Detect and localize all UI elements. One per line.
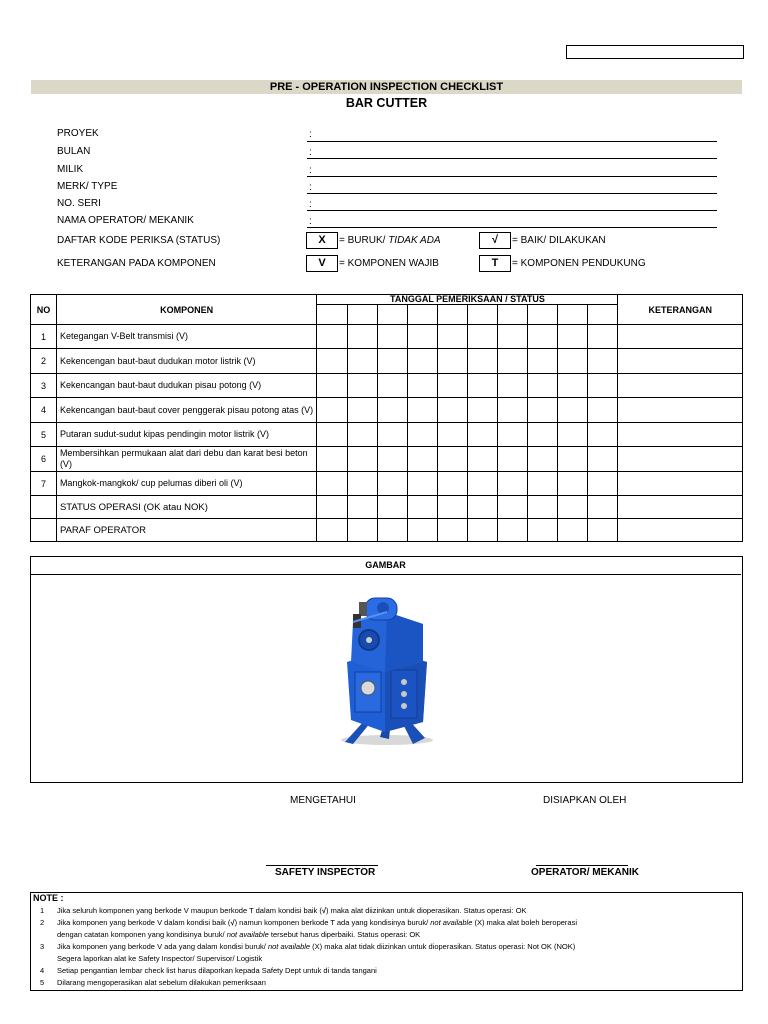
status-cell[interactable] [588, 447, 618, 472]
field-label-milik: MILIK [57, 164, 84, 175]
status-cell[interactable] [497, 325, 527, 349]
row-komponen: Kekencangan baut-baut cover penggerak pisau potong atas (V) [56, 398, 316, 423]
status-cell[interactable] [407, 349, 437, 374]
field-colon: : [309, 129, 312, 140]
mengetahui-label: MENGETAHUI [290, 795, 356, 806]
row-number: 2 [31, 349, 57, 374]
status-cell[interactable] [467, 472, 497, 496]
field-colon: : [309, 182, 312, 193]
field-line-nama-operator[interactable] [307, 227, 717, 228]
status-cell[interactable] [558, 349, 588, 374]
status-cell[interactable] [467, 325, 497, 349]
status-cell[interactable] [588, 423, 618, 447]
code-box-x: X [306, 232, 338, 249]
status-cell[interactable] [558, 398, 588, 423]
status-cell[interactable] [437, 496, 467, 519]
status-cell[interactable] [377, 374, 407, 398]
date-cell[interactable] [528, 305, 558, 325]
status-cell[interactable] [437, 349, 467, 374]
inspection-table [30, 294, 743, 542]
code-t-text: = KOMPONEN PENDUKUNG [512, 258, 646, 269]
note-3: Jika komponen yang berkode V ada yang dalam kondisi buruk/ not available (X) maka alat tidak diizinkan untuk dioperasikan. Status operasi: Not OK (NOK) [57, 942, 576, 951]
code-check-text: = BAIK/ DILAKUKAN [512, 235, 606, 246]
table-row [31, 447, 743, 472]
status-cell[interactable] [407, 447, 437, 472]
document-number-box [566, 45, 744, 59]
field-colon: : [309, 199, 312, 210]
status-cell[interactable] [317, 496, 347, 519]
date-cell[interactable] [407, 305, 437, 325]
note-3-line-2: Segera laporkan alat ke Safety Inspector/ Supervisor/ Logistik [57, 954, 263, 963]
status-cell[interactable] [317, 325, 347, 349]
status-operasi-row [31, 496, 743, 519]
status-cell[interactable] [497, 423, 527, 447]
status-operasi-label: STATUS OPERASI (OK atau NOK) [56, 496, 316, 519]
row-number: 5 [31, 423, 57, 447]
paraf-operator-label: PARAF OPERATOR [56, 519, 316, 542]
note-number: 5 [40, 978, 45, 987]
status-cell[interactable] [407, 423, 437, 447]
status-cell[interactable] [377, 496, 407, 519]
field-colon: : [309, 165, 312, 176]
table-row [31, 325, 743, 349]
safety-inspector-label: SAFETY INSPECTOR [275, 867, 376, 878]
gambar-title: GAMBAR [30, 556, 741, 575]
date-cell[interactable] [588, 305, 618, 325]
status-cell[interactable] [407, 519, 437, 542]
row-komponen: Putaran sudut-sudut kipas pendingin motor listrik (V) [56, 423, 316, 447]
status-cell[interactable] [347, 496, 377, 519]
status-cell[interactable] [347, 398, 377, 423]
keterangan-cell[interactable] [618, 423, 743, 447]
field-label-bulan: BULAN [57, 146, 91, 157]
component-code-label: KETERANGAN PADA KOMPONEN [57, 258, 216, 269]
empty-no-cell [31, 519, 57, 542]
status-cell[interactable] [347, 374, 377, 398]
status-cell[interactable] [558, 325, 588, 349]
status-cell[interactable] [347, 472, 377, 496]
page-title: PRE - OPERATION INSPECTION CHECKLIST [31, 80, 742, 94]
status-cell[interactable] [558, 423, 588, 447]
status-cell[interactable] [528, 349, 558, 374]
safety-signature-line[interactable] [266, 865, 378, 866]
status-cell[interactable] [317, 349, 347, 374]
field-line-no-seri[interactable] [307, 210, 717, 211]
code-v-text: = KOMPONEN WAJIB [339, 258, 439, 269]
status-cell[interactable] [497, 349, 527, 374]
status-cell[interactable] [497, 472, 527, 496]
row-number: 3 [31, 374, 57, 398]
page-subtitle: BAR CUTTER [345, 96, 428, 110]
note-number: 4 [40, 966, 45, 975]
status-cell[interactable] [528, 519, 558, 542]
status-cell[interactable] [497, 398, 527, 423]
status-cell[interactable] [407, 398, 437, 423]
keterangan-cell[interactable] [618, 447, 743, 472]
date-cell[interactable] [497, 305, 527, 325]
status-cell[interactable] [437, 423, 467, 447]
status-cell[interactable] [317, 447, 347, 472]
note-2-line-2: dengan catatan komponen yang kondisinya buruk/ not available tersebut harus diperbaiki. Status operasi: OK [57, 930, 421, 939]
paraf-operator-row [31, 519, 743, 542]
status-cell[interactable] [497, 496, 527, 519]
status-cell[interactable] [377, 423, 407, 447]
status-cell[interactable] [317, 374, 347, 398]
keterangan-cell[interactable] [618, 398, 743, 423]
status-cell[interactable] [467, 447, 497, 472]
field-line-bulan[interactable] [307, 158, 717, 159]
status-cell[interactable] [437, 447, 467, 472]
status-cell[interactable] [317, 398, 347, 423]
date-cell[interactable] [437, 305, 467, 325]
note-number: 3 [40, 942, 45, 951]
empty-no-cell [31, 496, 57, 519]
row-number: 1 [31, 325, 57, 349]
status-cell[interactable] [437, 398, 467, 423]
row-komponen: Ketegangan V-Belt transmisi (V) [56, 325, 316, 349]
keterangan-cell[interactable] [618, 519, 743, 542]
status-cell[interactable] [497, 447, 527, 472]
field-label-no-seri: NO. SERI [57, 198, 101, 209]
note-number: 2 [40, 918, 45, 927]
status-cell[interactable] [377, 472, 407, 496]
table-row [31, 398, 743, 423]
status-cell[interactable] [558, 447, 588, 472]
status-cell[interactable] [377, 447, 407, 472]
note-2: Jika komponen yang berkode V dalam kondisi baik (√) namun komponen berkode T ada yang kondisinya buruk/ not available (X) maka alat boleh beroperasi [57, 918, 578, 927]
status-cell[interactable] [558, 496, 588, 519]
status-cell[interactable] [407, 325, 437, 349]
code-box-check: √ [479, 232, 511, 249]
status-cell[interactable] [407, 472, 437, 496]
table-row [31, 349, 743, 374]
status-cell[interactable] [588, 349, 618, 374]
date-cell[interactable] [558, 305, 588, 325]
status-cell[interactable] [377, 519, 407, 542]
status-cell[interactable] [437, 325, 467, 349]
keterangan-cell[interactable] [618, 374, 743, 398]
row-number: 7 [31, 472, 57, 496]
status-cell[interactable] [437, 519, 467, 542]
operator-mekanik-label: OPERATOR/ MEKANIK [531, 867, 639, 878]
status-cell[interactable] [528, 472, 558, 496]
status-cell[interactable] [497, 374, 527, 398]
table-row [31, 423, 743, 447]
status-cell[interactable] [588, 325, 618, 349]
status-cell[interactable] [528, 496, 558, 519]
table-row [31, 472, 743, 496]
col-header-no: NO [31, 295, 57, 325]
status-cell[interactable] [377, 398, 407, 423]
code-box-v: V [306, 255, 338, 272]
status-cell[interactable] [528, 398, 558, 423]
disiapkan-oleh-label: DISIAPKAN OLEH [543, 795, 627, 806]
code-x-text: = BURUK/ TIDAK ADA [339, 235, 441, 246]
status-cell[interactable] [347, 325, 377, 349]
note-number: 1 [40, 906, 45, 915]
status-cell[interactable] [467, 349, 497, 374]
table-row [31, 374, 743, 398]
status-cell[interactable] [588, 519, 618, 542]
status-cell[interactable] [347, 447, 377, 472]
status-cell[interactable] [558, 472, 588, 496]
status-cell[interactable] [377, 325, 407, 349]
status-cell[interactable] [407, 496, 437, 519]
notes-header: NOTE : [33, 893, 64, 903]
operator-signature-line[interactable] [536, 865, 628, 866]
status-cell[interactable] [467, 374, 497, 398]
note-1: Jika seluruh komponen yang berkode V maupun berkode T dalam kondisi baik (√) maka alat diizinkan untuk dioperasikan. Status operasi: OK [57, 906, 527, 915]
status-cell[interactable] [377, 349, 407, 374]
col-header-tanggal: TANGGAL PEMERIKSAAN / STATUS [317, 295, 618, 305]
col-header-keterangan: KETERANGAN [618, 295, 743, 325]
status-cell[interactable] [528, 447, 558, 472]
field-colon: : [309, 147, 312, 158]
note-5: Dilarang mengoperasikan alat sebelum dilakukan pemeriksaan [57, 978, 266, 987]
keterangan-cell[interactable] [618, 472, 743, 496]
field-line-proyek[interactable] [307, 141, 717, 142]
status-cell[interactable] [588, 374, 618, 398]
row-number: 6 [31, 447, 57, 472]
field-line-merk-type[interactable] [307, 193, 717, 194]
note-4: Setiap pengantian lembar check list harus dilaporkan kepada Safety Dept untuk di tanda tangani [57, 966, 377, 975]
code-box-t: T [479, 255, 511, 272]
keterangan-cell[interactable] [618, 325, 743, 349]
status-cell[interactable] [528, 325, 558, 349]
status-cell[interactable] [467, 496, 497, 519]
status-cell[interactable] [317, 472, 347, 496]
date-cell[interactable] [347, 305, 377, 325]
field-label-proyek: PROYEK [57, 128, 99, 139]
keterangan-cell[interactable] [618, 496, 743, 519]
status-cell[interactable] [347, 423, 377, 447]
col-header-komponen: KOMPONEN [56, 295, 316, 325]
status-cell[interactable] [528, 374, 558, 398]
field-label-nama-operator: NAMA OPERATOR/ MEKANIK [57, 215, 194, 226]
row-komponen: Mangkok-mangkok/ cup pelumas diberi oli (V) [56, 472, 316, 496]
status-cell[interactable] [347, 519, 377, 542]
bar-cutter-machine-image [325, 592, 445, 747]
status-cell[interactable] [317, 423, 347, 447]
row-number: 4 [31, 398, 57, 423]
status-code-label: DAFTAR KODE PERIKSA (STATUS) [57, 235, 221, 246]
row-komponen: Membersihkan permukaan alat dari debu dan karat besi beton (V) [56, 447, 316, 472]
date-cell[interactable] [377, 305, 407, 325]
status-cell[interactable] [317, 519, 347, 542]
status-cell[interactable] [407, 374, 437, 398]
status-cell[interactable] [558, 374, 588, 398]
field-colon: : [309, 216, 312, 227]
status-cell[interactable] [588, 398, 618, 423]
field-label-merk-type: MERK/ TYPE [57, 181, 118, 192]
status-cell[interactable] [588, 496, 618, 519]
status-cell[interactable] [497, 519, 527, 542]
field-line-milik[interactable] [307, 176, 717, 177]
date-cell[interactable] [467, 305, 497, 325]
status-cell[interactable] [437, 472, 467, 496]
status-cell[interactable] [588, 472, 618, 496]
date-cell[interactable] [317, 305, 347, 325]
status-cell[interactable] [558, 519, 588, 542]
status-cell[interactable] [528, 423, 558, 447]
status-cell[interactable] [437, 374, 467, 398]
status-cell[interactable] [467, 519, 497, 542]
status-cell[interactable] [467, 423, 497, 447]
status-cell[interactable] [347, 349, 377, 374]
status-cell[interactable] [467, 398, 497, 423]
row-komponen: Kekencengan baut-baut dudukan motor listrik (V) [56, 349, 316, 374]
row-komponen: Kekencangan baut-baut dudukan pisau potong (V) [56, 374, 316, 398]
keterangan-cell[interactable] [618, 349, 743, 374]
